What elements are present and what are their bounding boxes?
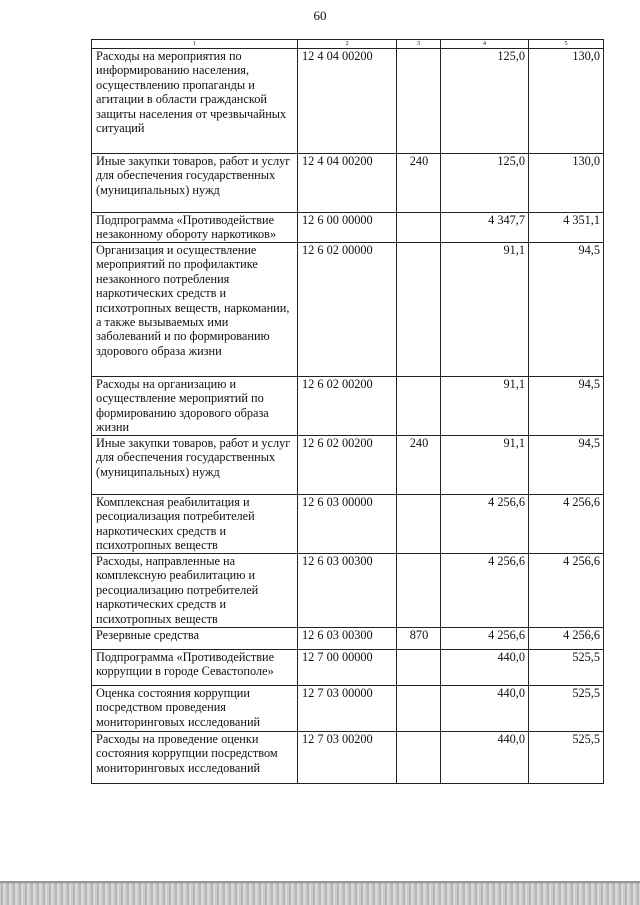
- row-code: 12 4 04 00200: [298, 154, 397, 213]
- row-type: 870: [397, 628, 441, 650]
- table-row: [92, 628, 604, 650]
- row-value-1: 4 256,6: [441, 495, 529, 554]
- row-code: 12 6 02 00200: [298, 377, 397, 436]
- row-name: Расходы на мероприятия по информированию населения, осуществлению пропаганды и агитации в области гражданской защиты населения от чрезвычайных ситуаций: [92, 49, 298, 154]
- row-value-2: 4 351,1: [529, 213, 604, 243]
- row-value-1: 125,0: [441, 49, 529, 154]
- row-name: Комплексная реабилитация и ресоциализация потребителей наркотических средств и психотропных веществ: [92, 495, 298, 554]
- row-name: Подпрограмма «Противодействие незаконному обороту наркотиков»: [92, 213, 298, 243]
- row-value-2: 4 256,6: [529, 628, 604, 650]
- row-name: Организация и осуществление мероприятий по профилактике незаконного потребления наркотических средств и психотропных веществ, наркомании, а также вызываемых ими заболеваний и по формированию здорового образа жизни: [92, 243, 298, 377]
- row-code: 12 4 04 00200: [298, 49, 397, 154]
- row-type: [397, 49, 441, 154]
- table-header-row: [92, 40, 604, 49]
- row-code: 12 6 02 00200: [298, 436, 397, 495]
- row-value-1: 4 256,6: [441, 628, 529, 650]
- row-type: [397, 732, 441, 784]
- row-value-2: 525,5: [529, 686, 604, 732]
- table-row: [92, 243, 604, 377]
- row-code: 12 6 03 00000: [298, 495, 397, 554]
- row-value-2: 4 256,6: [529, 495, 604, 554]
- table-row: [92, 436, 604, 495]
- column-header: 4: [441, 40, 529, 49]
- row-type: [397, 686, 441, 732]
- row-code: 12 6 03 00300: [298, 628, 397, 650]
- row-value-2: 525,5: [529, 650, 604, 686]
- row-value-1: 91,1: [441, 377, 529, 436]
- row-value-1: 91,1: [441, 436, 529, 495]
- table-row: [92, 377, 604, 436]
- table-row: [92, 495, 604, 554]
- row-value-1: 440,0: [441, 732, 529, 784]
- row-name: Расходы, направленные на комплексную реабилитацию и ресоциализацию потребителей наркотических средств и психотропных веществ: [92, 554, 298, 628]
- row-value-2: 130,0: [529, 49, 604, 154]
- page-number: 60: [313, 8, 327, 23]
- row-value-1: 4 256,6: [441, 554, 529, 628]
- row-value-2: 4 256,6: [529, 554, 604, 628]
- row-type: 240: [397, 436, 441, 495]
- row-type: [397, 213, 441, 243]
- row-type: [397, 650, 441, 686]
- column-header: 3: [397, 40, 441, 49]
- row-type: 240: [397, 154, 441, 213]
- row-type: [397, 495, 441, 554]
- row-value-2: 525,5: [529, 732, 604, 784]
- row-value-1: 440,0: [441, 650, 529, 686]
- column-header: 2: [298, 40, 397, 49]
- table-row: [92, 732, 604, 784]
- row-code: 12 6 00 00000: [298, 213, 397, 243]
- row-value-2: 94,5: [529, 436, 604, 495]
- row-value-2: 94,5: [529, 243, 604, 377]
- row-code: 12 7 03 00200: [298, 732, 397, 784]
- column-header: 1: [92, 40, 298, 49]
- table-row: [92, 554, 604, 628]
- row-code: 12 7 03 00000: [298, 686, 397, 732]
- row-code: 12 7 00 00000: [298, 650, 397, 686]
- row-code: 12 6 02 00000: [298, 243, 397, 377]
- column-header: 5: [529, 40, 604, 49]
- table-row: [92, 213, 604, 243]
- row-type: [397, 377, 441, 436]
- row-value-2: 94,5: [529, 377, 604, 436]
- scan-edge-noise: [0, 883, 640, 905]
- table-row: [92, 650, 604, 686]
- table-row: [92, 686, 604, 732]
- row-value-1: 125,0: [441, 154, 529, 213]
- row-value-1: 4 347,7: [441, 213, 529, 243]
- row-name: Иные закупки товаров, работ и услуг для обеспечения государственных (муниципальных) нужд: [92, 154, 298, 213]
- row-type: [397, 243, 441, 377]
- row-value-2: 130,0: [529, 154, 604, 213]
- row-name: Оценка состояния коррупции посредством проведения мониторинговых исследований: [92, 686, 298, 732]
- row-name: Иные закупки товаров, работ и услуг для обеспечения государственных (муниципальных) нужд: [92, 436, 298, 495]
- budget-table: [91, 39, 604, 784]
- row-name: Подпрограмма «Противодействие коррупции в городе Севастополе»: [92, 650, 298, 686]
- table-row: [92, 154, 604, 213]
- row-value-1: 440,0: [441, 686, 529, 732]
- row-name: Расходы на организацию и осуществление мероприятий по формированию здорового образа жизни: [92, 377, 298, 436]
- table-row: [92, 49, 604, 154]
- row-type: [397, 554, 441, 628]
- row-name: Расходы на проведение оценки состояния коррупции посредством мониторинговых исследований: [92, 732, 298, 784]
- row-name: Резервные средства: [92, 628, 298, 650]
- row-code: 12 6 03 00300: [298, 554, 397, 628]
- row-value-1: 91,1: [441, 243, 529, 377]
